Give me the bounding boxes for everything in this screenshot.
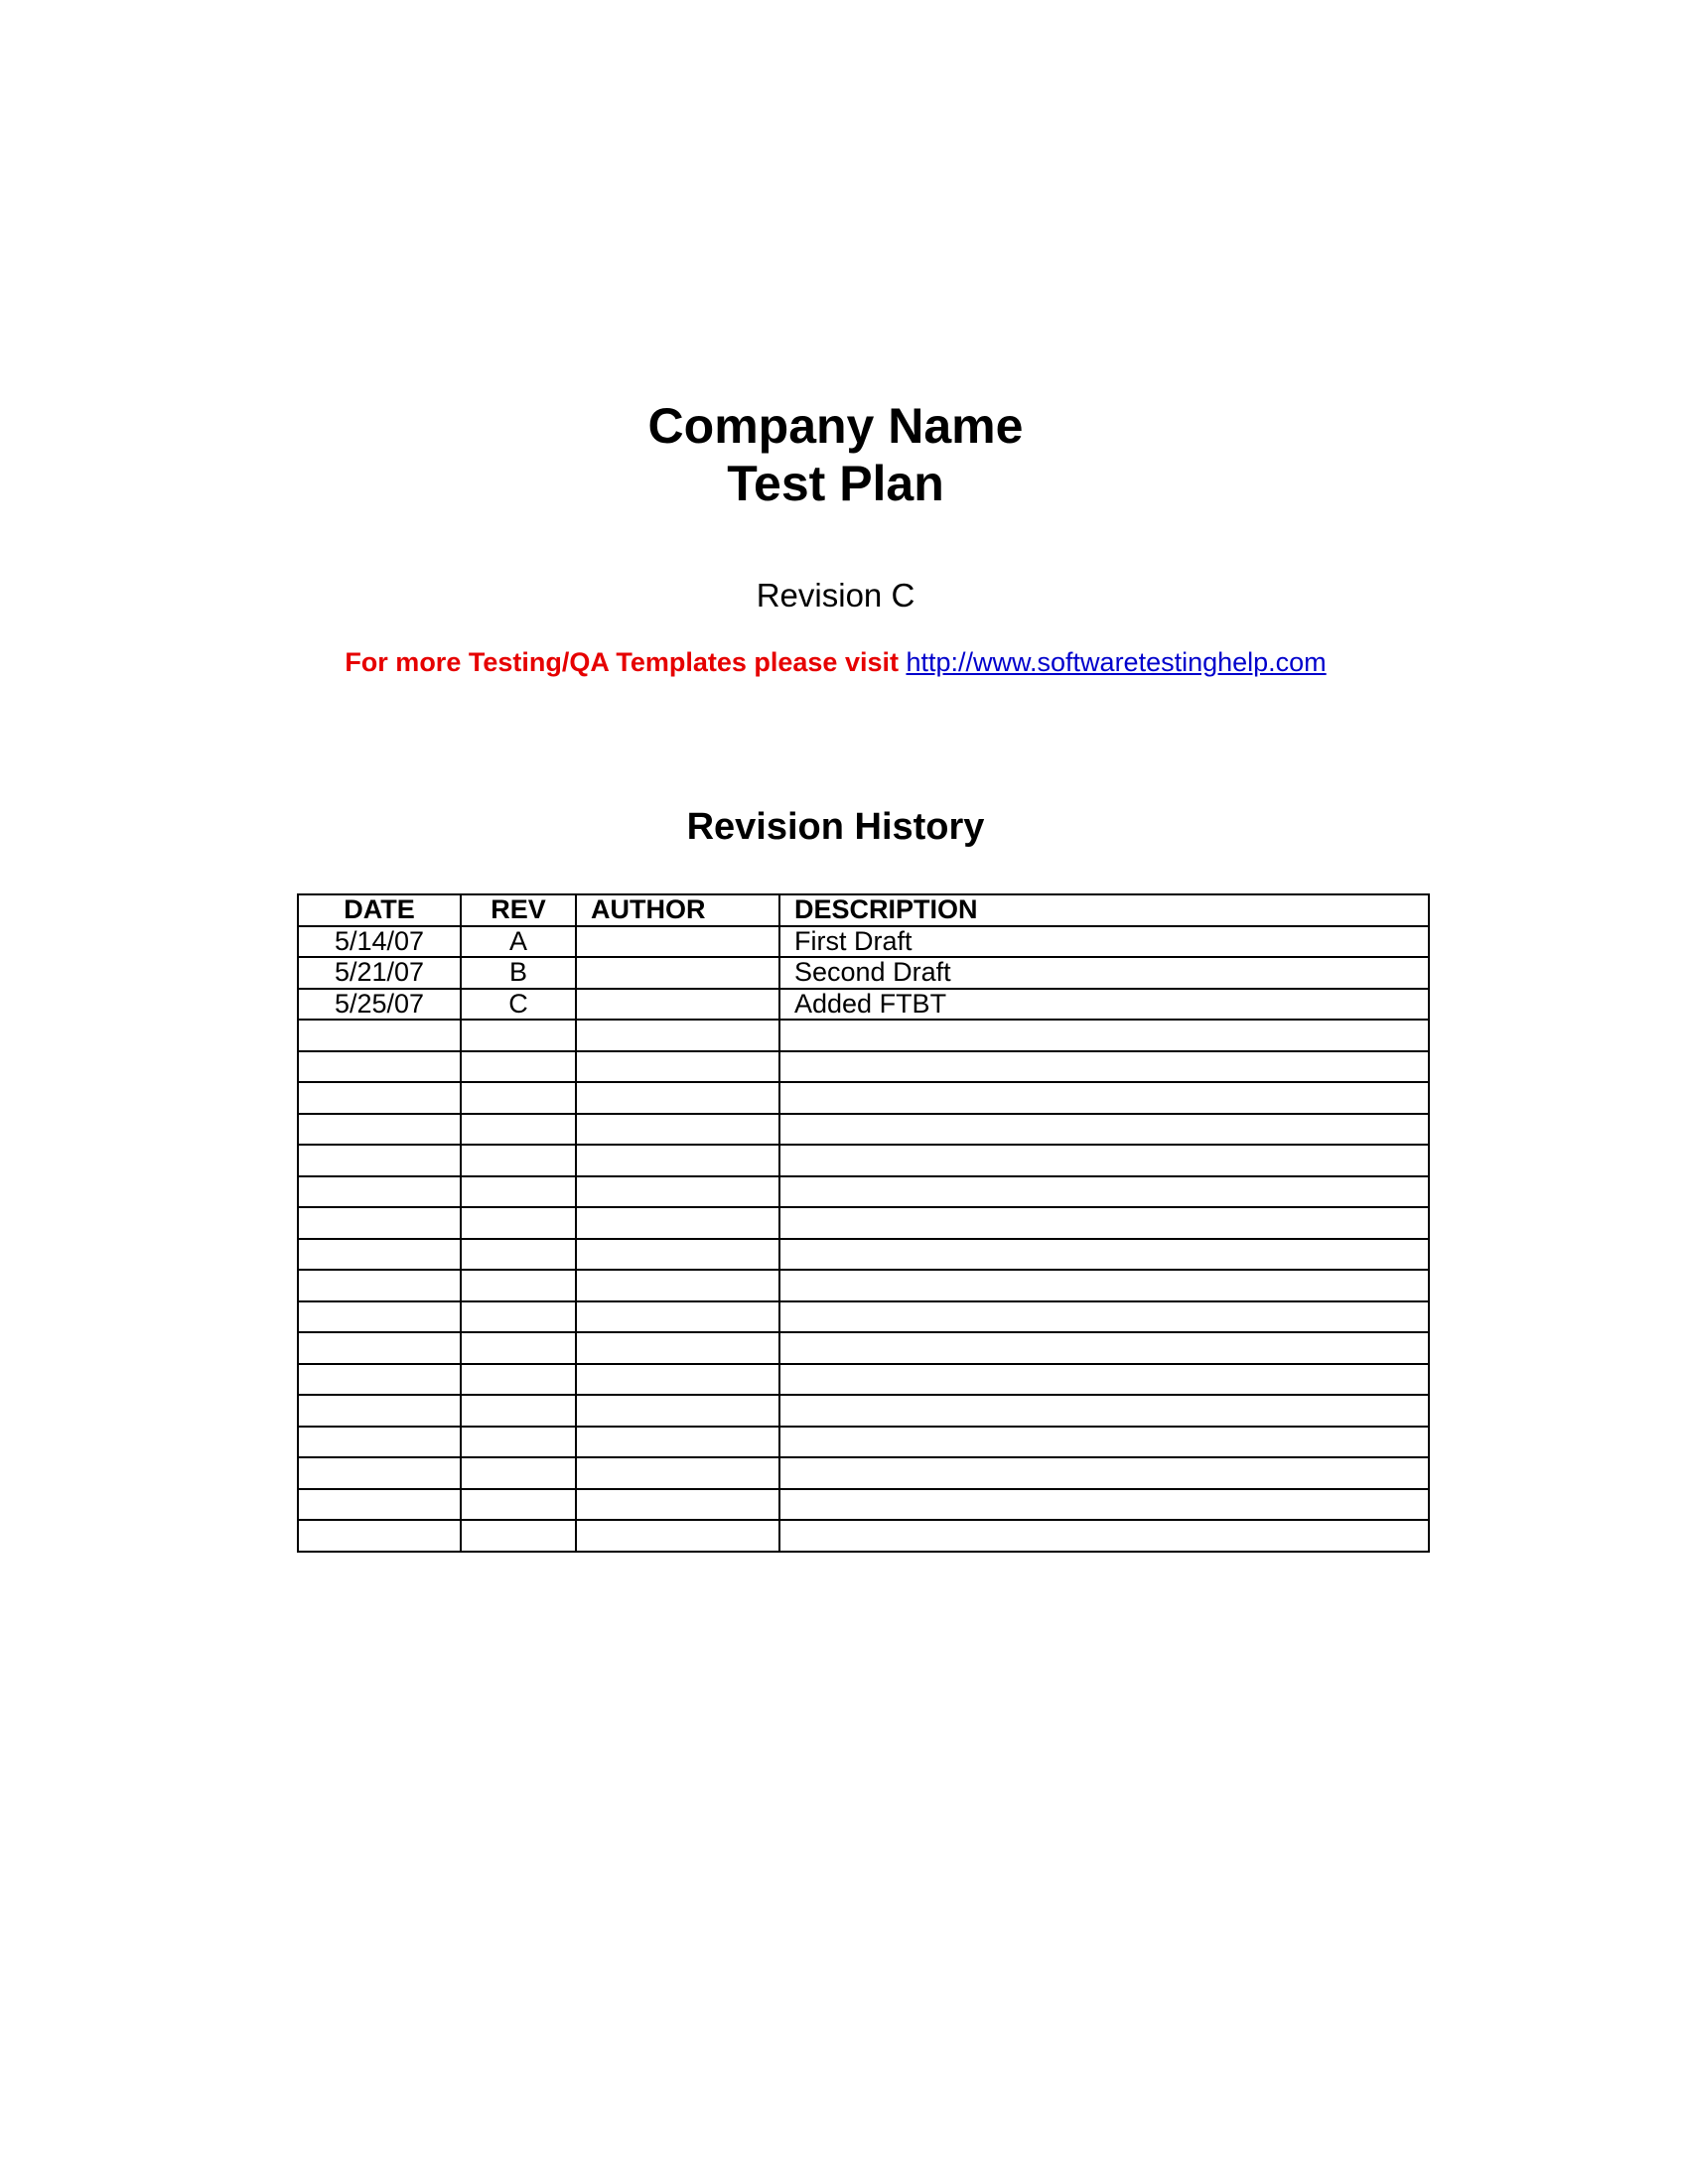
table-row: [298, 1020, 1429, 1051]
table-body: [298, 926, 1429, 1552]
doc-title: Test Plan: [727, 456, 944, 511]
cell-author: [576, 1520, 779, 1552]
table-row: [298, 1207, 1429, 1239]
cell-date: 5/21/07: [298, 957, 461, 989]
cell-rev: C: [461, 989, 576, 1021]
cell-date: [298, 1176, 461, 1208]
cell-rev: [461, 1364, 576, 1396]
cell-date: 5/25/07: [298, 989, 461, 1021]
cell-description: [779, 1364, 1429, 1396]
cell-rev: [461, 1520, 576, 1552]
cell-date: [298, 1270, 461, 1301]
promo-text: For more Testing/QA Templates please visit: [345, 647, 899, 677]
revision-history-table: [297, 893, 1430, 1553]
cell-date: [298, 1520, 461, 1552]
cell-author: [576, 1457, 779, 1489]
header-author: AUTHOR: [576, 894, 779, 926]
cell-rev: [461, 1020, 576, 1051]
cell-description: [779, 1114, 1429, 1146]
cell-author: [576, 989, 779, 1021]
cell-description: [779, 1270, 1429, 1301]
table-row: [298, 1457, 1429, 1489]
cell-author: [576, 1082, 779, 1114]
cell-rev: [461, 1114, 576, 1146]
cell-date: [298, 1239, 461, 1271]
header-description: DESCRIPTION: [779, 894, 1429, 926]
cell-description: [779, 1427, 1429, 1458]
cell-date: [298, 1145, 461, 1176]
cell-author: [576, 1145, 779, 1176]
cell-description: [779, 1145, 1429, 1176]
cell-description: [779, 1395, 1429, 1427]
table-row: [298, 1395, 1429, 1427]
cell-author: [576, 1176, 779, 1208]
cell-description: [779, 1020, 1429, 1051]
cell-date: [298, 1457, 461, 1489]
table-row: [298, 1520, 1429, 1552]
cell-author: [576, 1427, 779, 1458]
cell-author: [576, 1020, 779, 1051]
cell-date: [298, 1207, 461, 1239]
table-row: [298, 989, 1429, 1021]
title-block: [0, 397, 1671, 512]
company-name: Company Name: [647, 398, 1024, 454]
table-row: [298, 1427, 1429, 1458]
cell-author: [576, 1301, 779, 1333]
cell-author: [576, 957, 779, 989]
cell-description: [779, 1332, 1429, 1364]
cell-date: [298, 1489, 461, 1521]
cell-rev: [461, 1082, 576, 1114]
cell-author: [576, 1364, 779, 1396]
cell-rev: [461, 1332, 576, 1364]
table-row: [298, 1176, 1429, 1208]
cell-rev: A: [461, 926, 576, 958]
header-date: DATE: [298, 894, 461, 926]
table-row: [298, 957, 1429, 989]
header-rev: REV: [461, 894, 576, 926]
cell-description: First Draft: [779, 926, 1429, 958]
cell-author: [576, 926, 779, 958]
cell-author: [576, 1207, 779, 1239]
cell-rev: [461, 1051, 576, 1083]
table-row: [298, 1301, 1429, 1333]
table-row: [298, 1051, 1429, 1083]
cell-description: Second Draft: [779, 957, 1429, 989]
cell-rev: [461, 1176, 576, 1208]
table-row: [298, 1489, 1429, 1521]
table-row: [298, 1114, 1429, 1146]
cell-description: [779, 1176, 1429, 1208]
cell-author: [576, 1114, 779, 1146]
cell-author: [576, 1051, 779, 1083]
promo-line: [0, 645, 1671, 679]
cell-author: [576, 1489, 779, 1521]
cell-author: [576, 1395, 779, 1427]
table-header-row: [298, 894, 1429, 926]
cell-description: [779, 1520, 1429, 1552]
cell-date: [298, 1395, 461, 1427]
cell-rev: [461, 1427, 576, 1458]
cell-rev: [461, 1457, 576, 1489]
cell-description: [779, 1082, 1429, 1114]
cell-description: [779, 1489, 1429, 1521]
table-row: [298, 1082, 1429, 1114]
cell-date: [298, 1427, 461, 1458]
cell-rev: [461, 1239, 576, 1271]
cell-description: [779, 1301, 1429, 1333]
revision-label: Revision C: [756, 577, 915, 614]
table-row: [298, 926, 1429, 958]
promo-link[interactable]: http://www.softwaretestinghelp.com: [906, 647, 1327, 677]
revision-history-title: Revision History: [686, 806, 985, 848]
cell-rev: [461, 1207, 576, 1239]
cell-date: [298, 1364, 461, 1396]
cell-description: [779, 1239, 1429, 1271]
cell-rev: B: [461, 957, 576, 989]
cell-rev: [461, 1270, 576, 1301]
cell-date: [298, 1082, 461, 1114]
cell-description: [779, 1051, 1429, 1083]
table-row: [298, 1145, 1429, 1176]
cell-author: [576, 1239, 779, 1271]
table-row: [298, 1270, 1429, 1301]
cell-rev: [461, 1395, 576, 1427]
cell-rev: [461, 1301, 576, 1333]
cell-date: [298, 1332, 461, 1364]
table-row: [298, 1332, 1429, 1364]
cell-date: [298, 1301, 461, 1333]
cell-author: [576, 1332, 779, 1364]
table-row: [298, 1239, 1429, 1271]
cell-rev: [461, 1489, 576, 1521]
cell-date: 5/14/07: [298, 926, 461, 958]
cell-description: Added FTBT: [779, 989, 1429, 1021]
table-row: [298, 1364, 1429, 1396]
cell-date: [298, 1051, 461, 1083]
cell-date: [298, 1114, 461, 1146]
cell-rev: [461, 1145, 576, 1176]
cell-date: [298, 1020, 461, 1051]
cell-description: [779, 1457, 1429, 1489]
cell-description: [779, 1207, 1429, 1239]
cell-author: [576, 1270, 779, 1301]
